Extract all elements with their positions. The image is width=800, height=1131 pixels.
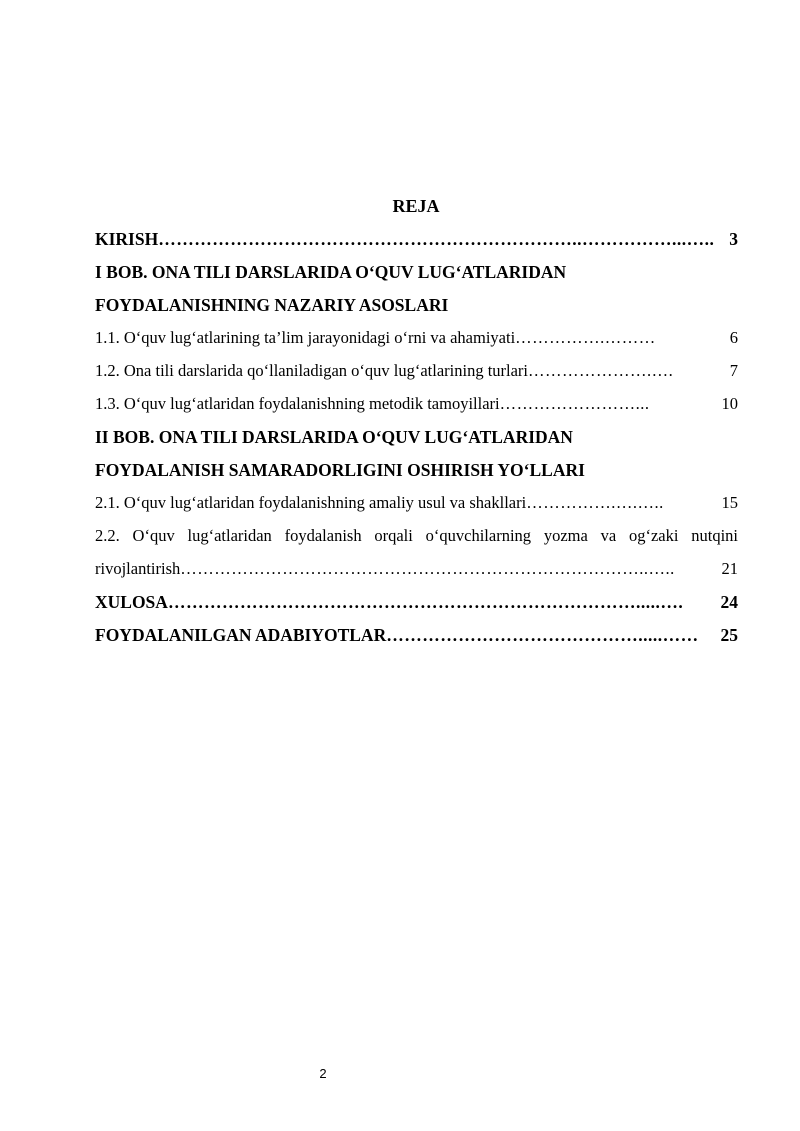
toc-entry-adabiyotlar: [95, 622, 738, 655]
toc-page: 24: [720, 592, 738, 612]
toc-leader: …………………………………….....……: [386, 625, 699, 645]
toc-leader: …………………………………………………………………….....….: [167, 592, 684, 612]
toc-entry-1-3: [95, 391, 738, 424]
toc-entry-2-2-line-1: [95, 523, 738, 556]
toc-leader: …………….….…..: [526, 493, 664, 512]
toc-label: 1.2. Ona tili darslarida qo‘llaniladigan o‘quv lug‘atlarining turlari: [95, 361, 529, 380]
toc-label: rivojlantirish: [95, 559, 181, 578]
toc-page: 6: [729, 328, 738, 347]
toc-label: 2.2. O‘quv lug‘atlaridan foydalanish orqali o‘quvchilarning yozma va og‘zaki nutqini: [95, 526, 738, 545]
toc-leader: ……………………………………………………………..……………...…..: [158, 229, 715, 249]
toc-page: 25: [720, 625, 738, 645]
toc-page: 15: [721, 493, 738, 512]
toc-label: XULOSA: [95, 592, 168, 612]
toc-page: 21: [721, 559, 738, 578]
toc-label: KIRISH: [95, 229, 159, 249]
toc-leader: ………………………………………………………………………..…..: [180, 559, 675, 578]
toc-chapter-2-line-2: [95, 457, 738, 490]
toc-entry-1-2: [95, 358, 738, 391]
toc-label: FOYDALANISHNING NAZARIY ASOSLARI: [95, 295, 449, 315]
toc-label: FOYDALANILGAN ADABIYOTLAR: [95, 625, 387, 645]
toc-entry-kirish: [95, 226, 738, 259]
toc-entry-1-1: [95, 325, 738, 358]
toc-entry-2-2-line-2: [95, 556, 738, 589]
toc-label: 1.3. O‘quv lug‘atlaridan foydalanishning metodik tamoyillari: [95, 394, 500, 413]
toc-label: 2.1. O‘quv lug‘atlaridan foydalanishning amaliy usul va shakllari: [95, 493, 527, 512]
toc-leader: …………….………: [515, 328, 656, 347]
toc-leader: ……………………...: [499, 394, 650, 413]
toc-leader: ………………….….: [528, 361, 674, 380]
toc-label: II BOB. ONA TILI DARSLARIDA O‘QUV LUG‘ATLARIDAN: [95, 427, 573, 447]
toc-entry-xulosa: [95, 589, 738, 622]
toc-chapter-1-line-1: [95, 259, 738, 292]
toc-entry-2-1: [95, 490, 738, 523]
toc-label: I BOB. ONA TILI DARSLARIDA O‘QUV LUG‘ATLARIDAN: [95, 262, 567, 282]
page-title: REJA: [392, 196, 440, 216]
page-number: 2: [319, 1066, 327, 1081]
toc-page: 7: [729, 361, 738, 380]
toc-chapter-1-line-2: [95, 292, 738, 325]
toc-page: 3: [729, 229, 738, 249]
toc-page: 10: [721, 394, 738, 413]
toc-label: FOYDALANISH SAMARADORLIGINI OSHIRISH YO‘LLARI: [95, 460, 585, 480]
toc-label: 1.1. O‘quv lug‘atlarining ta’lim jarayonidagi o‘rni va ahamiyati: [95, 328, 516, 347]
table-of-contents: [95, 226, 738, 655]
toc-chapter-2-line-1: [95, 424, 738, 457]
